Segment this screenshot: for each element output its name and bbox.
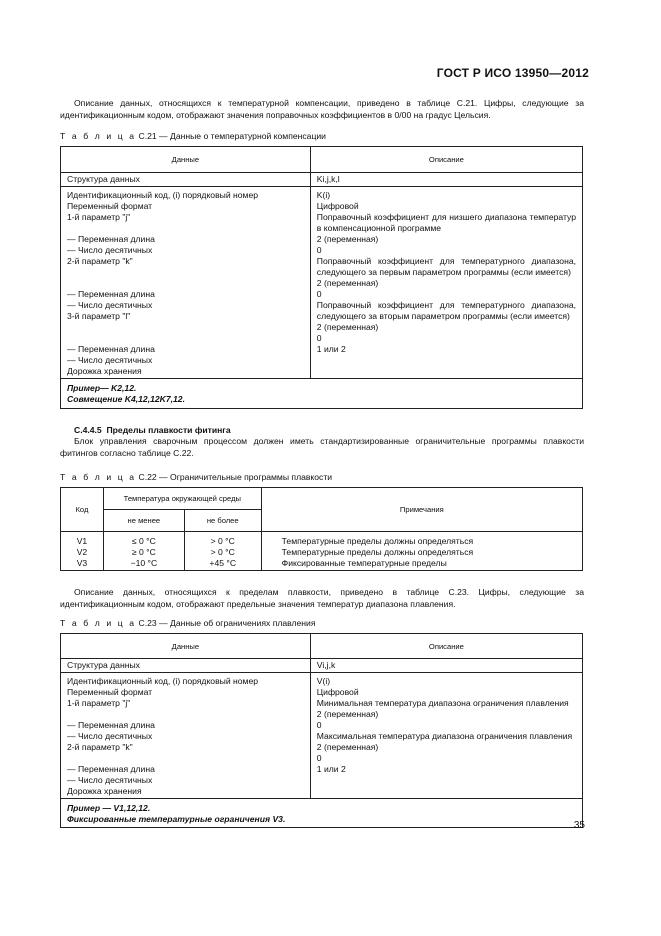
caption-text: С.22 — Ограничительные программы плавкости <box>138 472 333 482</box>
table-c21-right-line: 0 <box>316 289 322 299</box>
table-c22-note: Фиксированные температурные пределы <box>281 558 447 568</box>
table-c21-left-line <box>67 267 304 278</box>
table-c23-example-fixed: Фиксированные температурные ограничения V3. <box>67 814 286 824</box>
table-c23-left-line: — Число десятичных <box>67 731 153 741</box>
table-c23-left-line: Идентификационный код, (i) порядковый номер <box>67 676 259 686</box>
table-c23-example-cell <box>61 799 583 828</box>
table-c21-right-line: Поправочный коэффициент для низшего диапазона температур в компенсационной программе <box>316 212 576 233</box>
section-title: Пределы плавкости фитинга <box>106 425 231 435</box>
table-row <box>184 532 261 548</box>
table-row <box>184 558 261 571</box>
table-c23-left-line: 2-й параметр "k" <box>67 742 133 752</box>
table-c23-right-line: 0 <box>316 720 322 730</box>
table-c21-left-line: 1-й параметр "j" <box>67 212 131 222</box>
caption-text: С.23 — Данные об ограничениях плавления <box>138 618 316 628</box>
table-c21-left-line: Дорожка хранения <box>67 366 142 376</box>
table-c22-code: V3 <box>76 558 88 568</box>
table-c21-right-line: 1 или 2 <box>316 344 346 354</box>
table-row <box>61 558 104 571</box>
table-row <box>261 558 582 571</box>
table-c22-note: Температурные пределы должны определяться <box>281 536 474 546</box>
table-c21-left-line: — Число десятичных <box>67 355 153 365</box>
table-c23-left-cell <box>61 673 311 799</box>
table-c21-left-line: — Число десятичных <box>67 300 153 310</box>
table-c21-left-cell <box>61 187 311 379</box>
table-c23-left-line: — Переменная длина <box>67 764 155 774</box>
table-c23-right-line: V(i) <box>316 676 331 686</box>
table-c21-left-line <box>67 333 304 344</box>
table-c23-header-data: Данные <box>61 634 311 659</box>
table-c23-left-line <box>67 753 304 764</box>
caption-prefix: Т а б л и ц а <box>60 131 137 141</box>
table-c22-header-temp: Температура окружающей среды <box>103 488 261 510</box>
table-c22-header-min: не менее <box>103 510 184 532</box>
table-c23-struct-value: Vi,j,k <box>310 659 582 673</box>
table-row <box>103 532 184 548</box>
table-c23-example: Пример — V1,12,12. <box>67 803 151 813</box>
table-c21-left-line: — Переменная длина <box>67 289 155 299</box>
caption-prefix: Т а б л и ц а <box>60 472 137 482</box>
table-c22-min: ≥ 0 °C <box>131 547 156 557</box>
table-c21-left-line <box>67 223 304 234</box>
table-c22-header-code: Код <box>61 488 104 532</box>
table-c22-max: +45 °C <box>209 558 237 568</box>
table-row <box>61 532 104 548</box>
table-c21-left-line: — Число десятичных <box>67 245 153 255</box>
paragraph-fusion-limits: Блок управления сварочным процессом должен иметь стандартизированные ограничительные программы плавкости фитингов согласно таблице С.22. <box>60 436 584 458</box>
paragraph-fusion-data: Описание данных, относящихся к пределам плавкости, приведено в таблице С.23. Цифры, следующие за идентификационным кодом, отображают предельные значения температур диапазона плавления. <box>60 587 584 609</box>
table-c22 <box>60 487 583 571</box>
table-c23-left-line: — Число десятичных <box>67 775 153 785</box>
table-c21-left-line: — Переменная длина <box>67 234 155 244</box>
table-c21-struct-value: Ki,j,k,l <box>310 173 582 187</box>
table-c23 <box>60 633 583 828</box>
table-c21-right-line: 2 (переменная) <box>316 322 379 332</box>
table-c21-caption <box>60 131 326 142</box>
table-c23-right-line: 0 <box>316 753 322 763</box>
table-c21 <box>60 146 583 409</box>
table-c21-left-line: Переменный формат <box>67 201 153 211</box>
document-header: ГОСТ Р ИСО 13950—2012 <box>436 66 589 80</box>
table-c23-right-line: 2 (переменная) <box>316 709 379 719</box>
table-c23-struct-label: Структура данных <box>61 659 311 673</box>
table-c23-left-line: Дорожка хранения <box>67 786 142 796</box>
table-c23-right-cell <box>310 673 582 799</box>
table-c22-header-max: не более <box>184 510 261 532</box>
table-c21-right-line: Поправочный коэффициент для температурного диапазона, следующего за вторым параметром программы (если имеется) <box>316 300 576 321</box>
table-c23-left-line: 1-й параметр "j" <box>67 698 131 708</box>
table-c21-header-description: Описание <box>310 147 582 173</box>
table-c21-example: Пример— K2,12. <box>67 383 137 393</box>
table-c21-left-line <box>67 278 304 289</box>
table-c21-right-cell <box>310 187 582 379</box>
table-c22-code: V2 <box>76 547 88 557</box>
table-c22-note: Температурные пределы должны определяться <box>281 547 474 557</box>
table-c22-code: V1 <box>76 536 88 546</box>
table-c22-min: ≤ 0 °C <box>131 536 156 546</box>
table-row <box>103 547 184 558</box>
table-c21-example-cell <box>61 379 583 409</box>
table-c23-right-line: Максимальная температура диапазона ограничения плавления <box>316 731 573 741</box>
table-c21-right-line: Цифровой <box>316 201 359 211</box>
table-row <box>261 547 582 558</box>
table-row <box>61 547 104 558</box>
table-c23-header-description: Описание <box>310 634 582 659</box>
table-c21-right-line: 2 (переменная) <box>316 234 379 244</box>
table-c22-caption <box>60 472 332 483</box>
table-c22-max: > 0 °C <box>210 536 235 546</box>
table-c21-left-line: 3-й параметр "l" <box>67 311 131 321</box>
table-c23-right-line: 1 или 2 <box>316 764 346 774</box>
table-row <box>184 547 261 558</box>
table-c21-left-line <box>67 322 304 333</box>
section-heading <box>74 425 231 435</box>
table-c21-example-combined: Совмещение K4,12,12K7,12. <box>67 394 185 404</box>
table-c23-right-line: Цифровой <box>316 687 359 697</box>
table-c22-min: −10 °C <box>130 558 158 568</box>
table-c21-header-data: Данные <box>61 147 311 173</box>
table-c21-left-line: — Переменная длина <box>67 344 155 354</box>
table-c23-caption <box>60 618 316 629</box>
table-c21-struct-label: Структура данных <box>61 173 311 187</box>
table-row <box>103 558 184 571</box>
table-c23-left-line <box>67 709 304 720</box>
table-c21-right-line: 0 <box>316 333 322 343</box>
table-row <box>261 532 582 548</box>
table-c23-left-line: — Переменная длина <box>67 720 155 730</box>
table-c21-right-line: 2 (переменная) <box>316 278 379 288</box>
table-c23-right-line: Минимальная температура диапазона ограничения плавления <box>316 698 569 708</box>
paragraph-temp-compensation: Описание данных, относящихся к температурной компенсации, приведено в таблице С.21. Цифры, следующие за идентификационным кодом, отображают значения поправочных коэффициентов в 0/00 на градус Цельсия. <box>60 98 584 120</box>
table-c21-right-line: Поправочный коэффициент для температурного диапазона, следующего за первым параметром программы (если имеется) <box>316 256 576 277</box>
section-number: С.4.4.5 <box>74 425 102 435</box>
table-c21-left-line: 2-й параметр "k" <box>67 256 133 266</box>
table-c23-right-line: 2 (переменная) <box>316 742 379 752</box>
table-c22-max: > 0 °C <box>210 547 235 557</box>
table-c22-header-notes: Примечания <box>261 488 582 532</box>
caption-prefix: Т а б л и ц а <box>60 618 137 628</box>
page-number: 35 <box>573 820 585 831</box>
caption-text: С.21 — Данные о температурной компенсации <box>138 131 326 141</box>
table-c23-left-line: Переменный формат <box>67 687 153 697</box>
table-c21-right-line: K(i) <box>316 190 331 200</box>
table-c21-left-line: Идентификационный код, (i) порядковый номер <box>67 190 259 200</box>
table-c21-right-line: 0 <box>316 245 322 255</box>
